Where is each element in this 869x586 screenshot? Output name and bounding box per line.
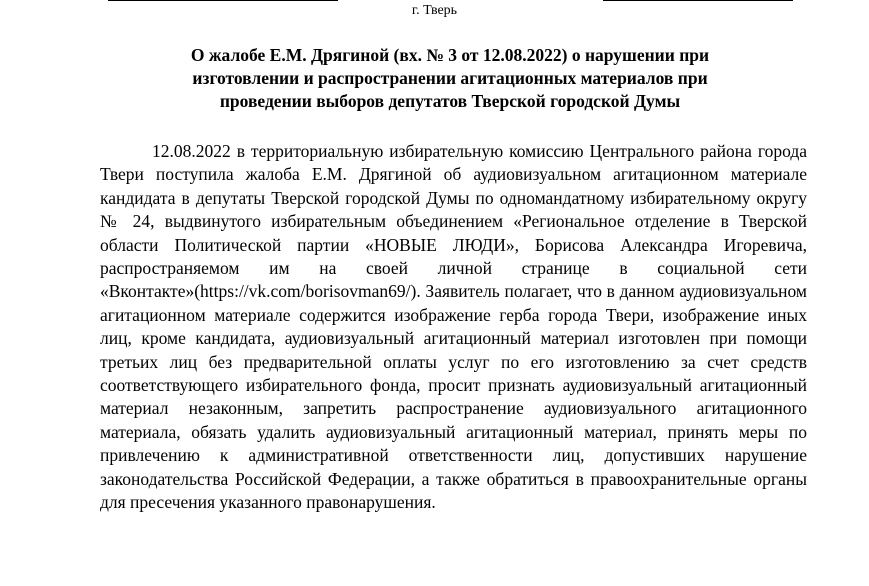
title-line-2: изготовлении и распространении агитационных материалов при	[192, 68, 708, 88]
signature-line-right	[603, 0, 793, 1]
signature-line-left	[108, 0, 338, 1]
title-line-1: О жалобе Е.М. Дрягиной (вх. № 3 от 12.08.2022) о нарушении при	[190, 45, 710, 65]
document-title	[100, 44, 800, 113]
body-paragraph: 12.08.2022 в территориальную избирательную комиссию Центрального района города Твери поступила жалоба Е.М. Дрягиной об аудиовизуальном агитационном материале кандидата в депутаты Тверской городской Думы по одномандатному избирательному округу № 24, выдвинутого избирательным объединением «Региональное отделение в Тверской области Политической партии «НОВЫЕ ЛЮДИ», Борисова Александра Игоревича, распространяемом им на своей личной странице в социальной сети «Вконтакте»(https://vk.com/borisovman69/). Заявитель полагает, что в данном аудиовизуальном агитационном материале содержится изображение герба города Твери, изображение иных лиц, кроме кандидата, аудиовизуальный агитационный материал изготовлен при помощи третьих лиц без предварительной оплаты услуг по его изготовлению за счет средств соответствующего избирательного фонда, просит признать аудиовизуальный агитационный материал незаконным, запретить распространение аудиовизуального агитационного материала, обязать удалить аудиовизуальный агитационный материал, принять меры по привлечению к административной ответственности лиц, допустивших нарушение законодательства Российской Федерации, а также обратиться в правоохранительные органы для пресечения указанного правонарушения.	[100, 141, 807, 513]
document-body	[100, 140, 807, 515]
title-line-3: проведении выборов депутатов Тверской городской Думы	[219, 91, 681, 111]
city-label: г. Тверь	[411, 3, 458, 18]
